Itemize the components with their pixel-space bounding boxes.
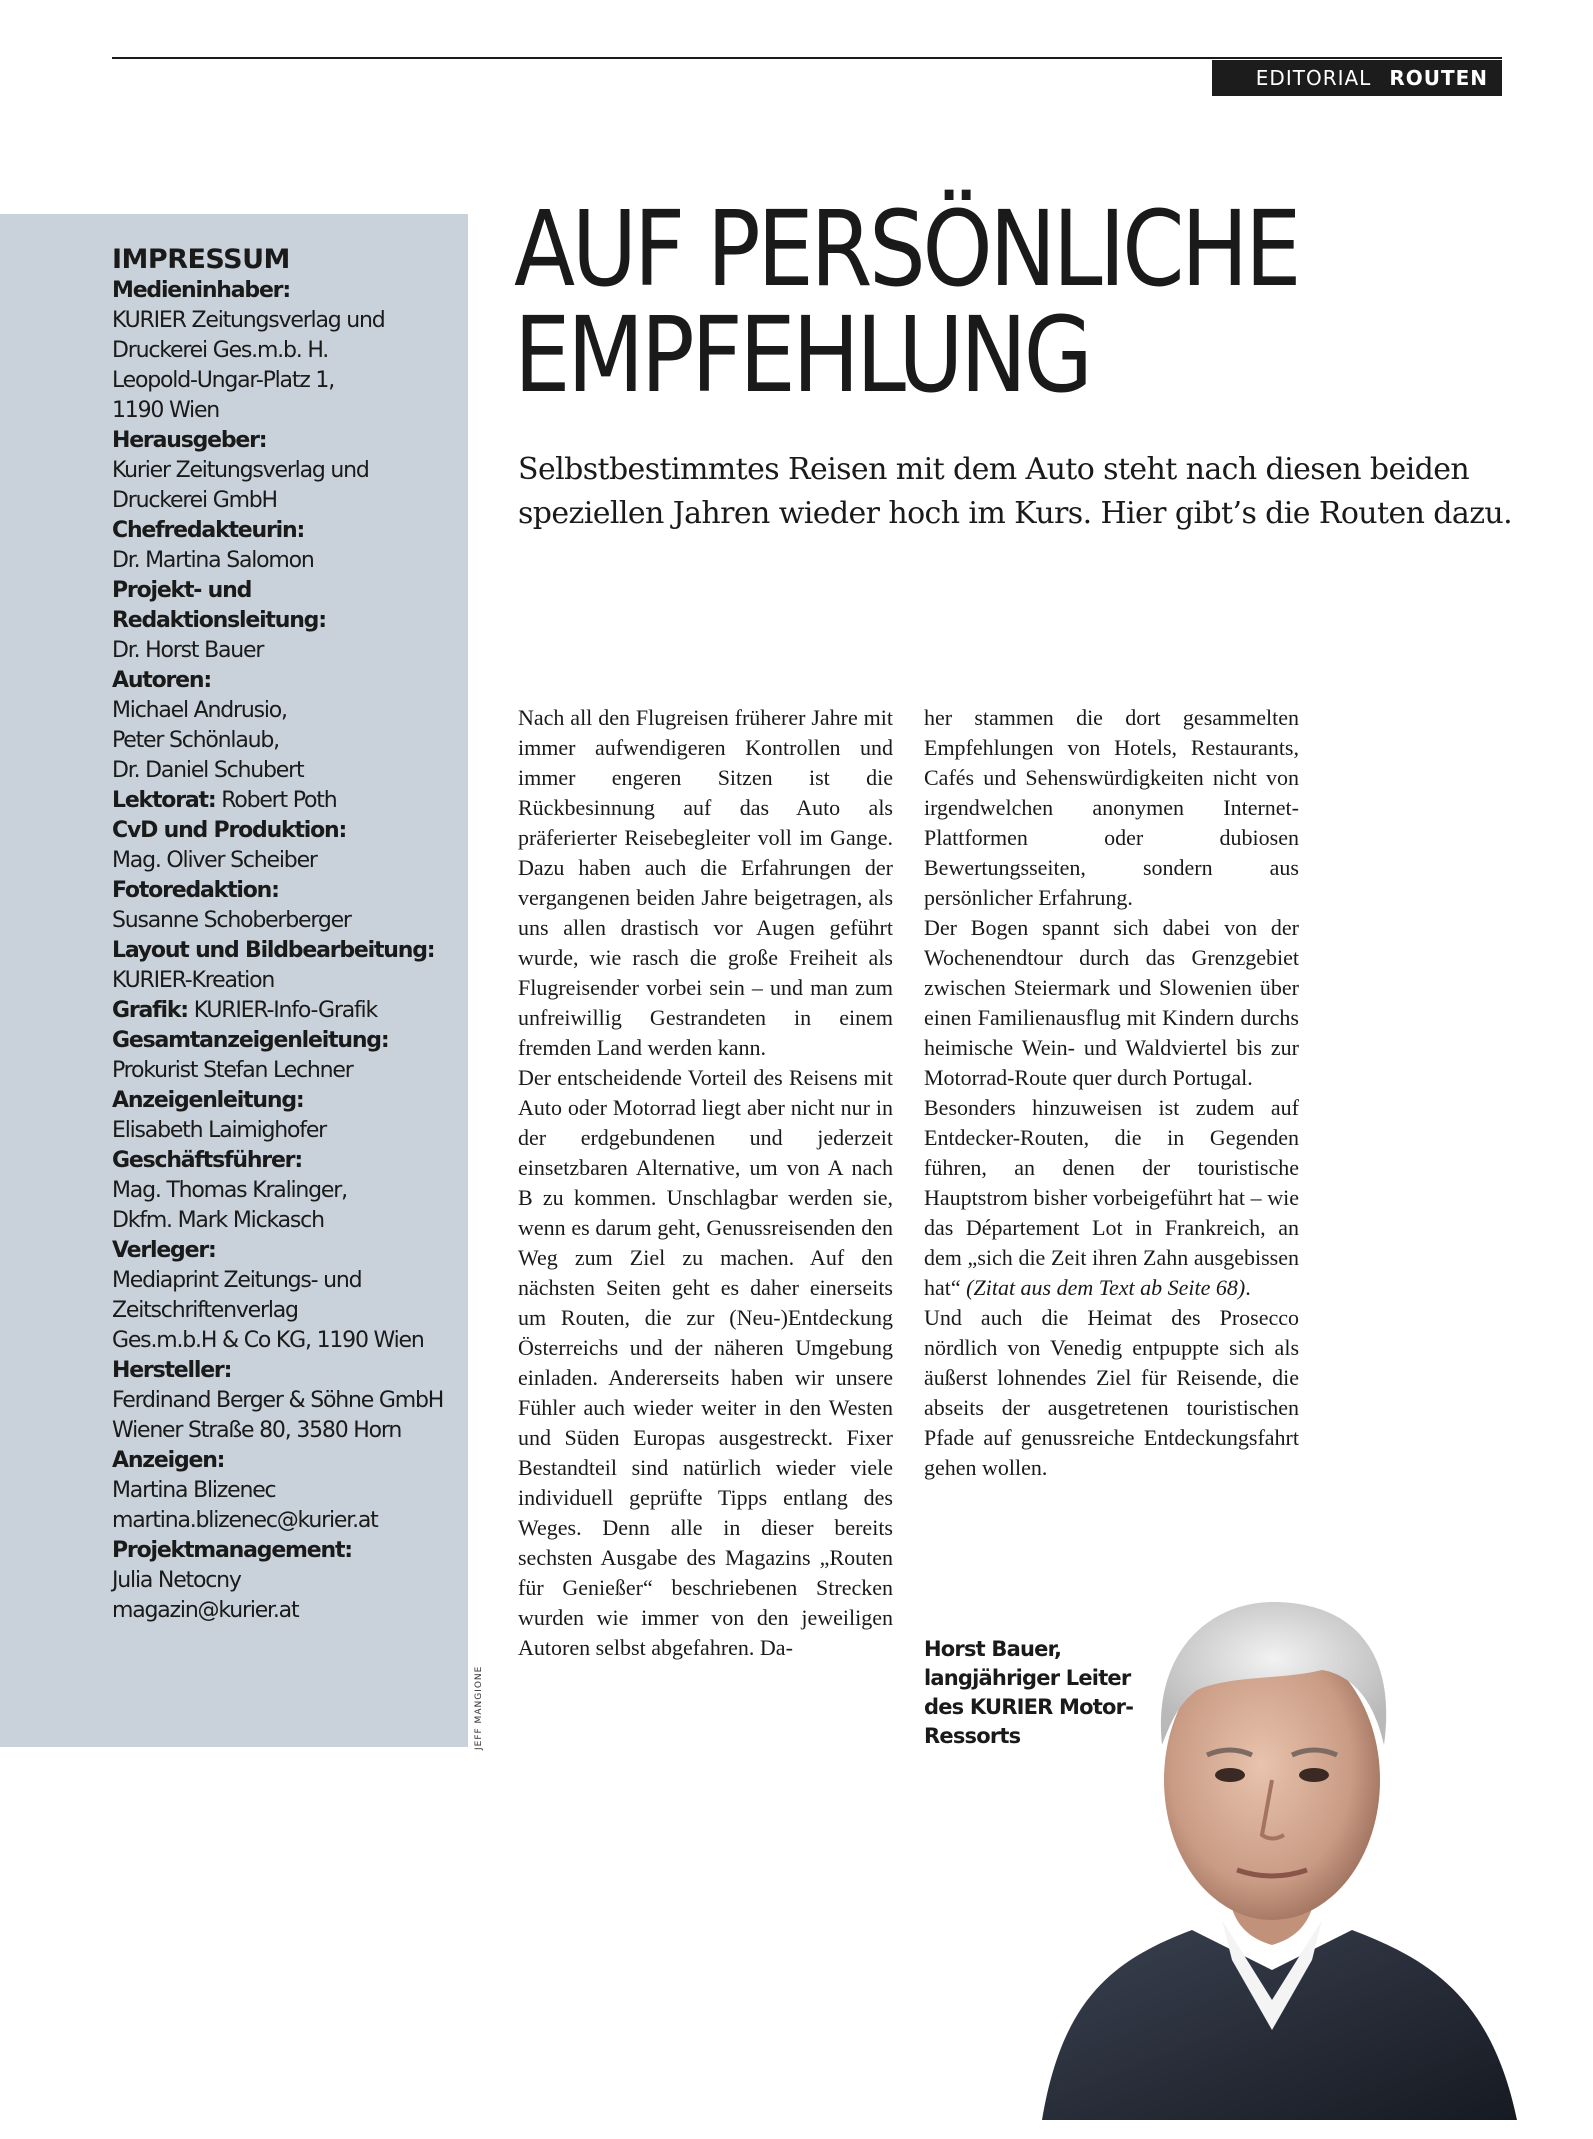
caption-line-4: Ressorts — [924, 1724, 1021, 1748]
subtitle-line-2: speziellen Jahren wieder hoch im Kurs. Hier gibt’s die Routen dazu. — [518, 496, 1513, 531]
impressum-label: Herausgeber: — [112, 428, 267, 453]
impressum-inline-entry — [112, 786, 468, 816]
caption-line-1: Horst Bauer, — [924, 1637, 1062, 1661]
impressum-value: Prokurist Stefan Lechner — [112, 1058, 353, 1083]
body-text: Besonders hinzuweisen ist zudem auf Entdecker-Routen, die in Gegenden führen, an denen der touristische Hauptstrom bisher vorbeigeführt hat – wie das Département Lot in Frankreich, an dem „sich die Zeit ihren Zahn ausgebissen hat“ — [924, 1095, 1299, 1300]
impressum-value: Elisabeth Laimighofer — [112, 1118, 327, 1143]
impressum-box — [0, 214, 468, 1747]
impressum-value: Leopold-Ungar-Platz 1, — [112, 368, 334, 393]
impressum-value: Dr. Martina Salomon — [112, 548, 314, 573]
jacket-shape — [1042, 1930, 1517, 2120]
impressum-label: Gesamtanzeigenleitung: — [112, 1028, 389, 1053]
impressum-value: Dkfm. Mark Mickasch — [112, 1208, 324, 1233]
impressum-label: Geschäftsführer: — [112, 1148, 302, 1173]
body-paragraph: her stammen die dort gesammelten Empfehlungen von Hotels, Restaurants, Cafés und Sehenswürdigkeiten nicht von irgendwelchen anonymen Internet-Plattformen oder dubiosen Bewertungsseiten, sondern aus persönlicher Erfahrung. — [924, 705, 1299, 910]
impressum-label: Fotoredaktion: — [112, 878, 279, 903]
impressum-label: Chefredakteurin: — [112, 518, 305, 543]
photo-credit-text: JEFF MANGIONE — [474, 1665, 484, 1750]
impressum-value: Susanne Schoberberger — [112, 908, 351, 933]
body-text: . — [1245, 1275, 1251, 1300]
impressum-value: Druckerei Ges.m.b. H. — [112, 338, 329, 363]
subtitle — [518, 448, 1518, 536]
impressum-value: Robert Poth — [221, 788, 337, 813]
impressum-label: Anzeigenleitung: — [112, 1088, 304, 1113]
impressum-label: Projektmanagement: — [112, 1538, 352, 1563]
photo-credit — [474, 1660, 494, 1750]
impressum-label: Layout und Bildbearbeitung: — [112, 938, 435, 963]
impressum-entries — [112, 276, 468, 1626]
impressum-inline-entry — [112, 996, 468, 1026]
body-quote-reference: (Zitat aus dem Text ab Seite 68) — [966, 1275, 1246, 1300]
impressum-label: Verleger: — [112, 1238, 216, 1263]
body-column-2 — [924, 703, 1299, 1483]
body-paragraph: Der entscheidende Vorteil des Reisens mit Auto oder Motorrad liegt aber nicht nur in der erdgebundenen und jederzeit einsetzbaren Alternative, um von A nach B zu kommen. Unschlagbar werden sie, wenn es darum geht, Genussreisenden den Weg zum Ziel zu machen. Auf den nächsten Seiten geht es daher einerseits um Routen, die zur (Neu-)Entdeckung Österreichs und der näheren Umgebung einladen. Andererseits haben wir unsere Fühler auch wieder weiter in den Westen und Süden Europas ausgestreckt. Fixer Bestandteil sind natürlich wieder viele individuell geprüfte Tipps entlang des Weges. Denn alle in dieser bereits sechsten Ausgabe des Magazins „Routen für Genießer“ beschriebenen Strecken wurden wie immer von den jeweiligen Autoren selbst abgefahren. Da- — [518, 1065, 893, 1660]
headline-line-2: EMPFEHLUNG — [514, 294, 1090, 416]
impressum-value: Kurier Zeitungsverlag und — [112, 458, 369, 483]
impressum-value: Zeitschriftenverlag — [112, 1298, 298, 1323]
impressum-value: Mediaprint Zeitungs- und — [112, 1268, 362, 1293]
caption-line-3: des KURIER Motor- — [924, 1695, 1134, 1719]
impressum-email-link[interactable]: magazin@kurier.at — [112, 1598, 299, 1623]
impressum-value: Dr. Daniel Schubert — [112, 758, 304, 783]
impressum-value: Druckerei GmbH — [112, 488, 277, 513]
body-paragraph — [924, 1093, 1299, 1303]
body-column-1 — [518, 703, 893, 1663]
impressum-value: Wiener Straße 80, 3580 Horn — [112, 1418, 402, 1443]
impressum-value: Peter Schönlaub, — [112, 728, 279, 753]
impressum-label: CvD und Produktion: — [112, 818, 347, 843]
impressum-label: Grafik: — [112, 998, 188, 1023]
impressum-value: Dr. Horst Bauer — [112, 638, 264, 663]
impressum-value: Ferdinand Berger & Söhne GmbH — [112, 1388, 444, 1413]
body-paragraph: Nach all den Flugreisen früherer Jahre mit immer aufwendigeren Kontrollen und immer engeren Sitzen ist die Rückbesinnung auf das Auto als präferierter Reisebegleiter voll im Gange. Dazu haben auch die Erfahrungen der vergangenen beiden Jahre beigetragen, als uns allen drastisch vor Augen geführt wurde, wie rasch die große Freiheit als Flugreisender vorbei sein – und man zum unfreiwillig Gestrandeten in einem fremden Land werden kann. — [518, 705, 893, 1060]
headline-line-1: AUF PERSÖNLICHE — [514, 188, 1299, 310]
section-tag-routen: ROUTEN — [1389, 66, 1488, 90]
impressum-value: Mag. Oliver Scheiber — [112, 848, 317, 873]
section-tag-editorial: EDITORIAL — [1255, 66, 1372, 90]
impressum-email-link[interactable]: martina.blizenec@kurier.at — [112, 1508, 378, 1533]
impressum-label: Autoren: — [112, 668, 211, 693]
impressum-title: IMPRESSUM — [112, 244, 290, 275]
impressum-value: Mag. Thomas Kralinger, — [112, 1178, 347, 1203]
body-paragraph: Der Bogen spannt sich dabei von der Wochenendtour durch das Grenzgebiet zwischen Steiermark und Slowenien über einen Familienausflug mit Kindern durchs heimische Wein- und Waldviertel bis zur Motorrad-Route quer durch Portugal. — [924, 915, 1299, 1090]
caption-line-2: langjähriger Leiter — [924, 1666, 1131, 1690]
body-paragraph: Und auch die Heimat des Prosecco nördlich von Venedig entpuppte sich als äußerst lohnendes Ziel für Reisende, die abseits der ausgetretenen touristischen Pfade auf genussreiche Entdeckungsfahrt gehen wollen. — [924, 1305, 1299, 1480]
impressum-value: Ges.m.b.H & Co KG, 1190 Wien — [112, 1328, 424, 1353]
impressum-label: Medieninhaber: — [112, 278, 290, 303]
impressum-value: Michael Andrusio, — [112, 698, 287, 723]
portrait-photo — [1022, 1530, 1522, 2120]
impressum-label: Hersteller: — [112, 1358, 232, 1383]
top-rule — [112, 57, 1502, 59]
headline — [514, 188, 1374, 416]
section-tag — [1212, 60, 1502, 96]
impressum-value: Martina Blizenec — [112, 1478, 276, 1503]
impressum-value: 1190 Wien — [112, 398, 220, 423]
impressum-label: Lektorat: — [112, 788, 216, 813]
subtitle-line-1: Selbstbestimmtes Reisen mit dem Auto steht nach diesen beiden — [518, 452, 1470, 487]
impressum-label: Projekt- und Redaktionsleitung: — [112, 578, 326, 633]
impressum-value: KURIER Zeitungsverlag und — [112, 308, 385, 333]
impressum-value: Julia Netocny — [112, 1568, 241, 1593]
impressum-label: Anzeigen: — [112, 1448, 225, 1473]
impressum-value: KURIER-Info-Grafik — [193, 998, 378, 1023]
impressum-value: KURIER-Kreation — [112, 968, 275, 993]
